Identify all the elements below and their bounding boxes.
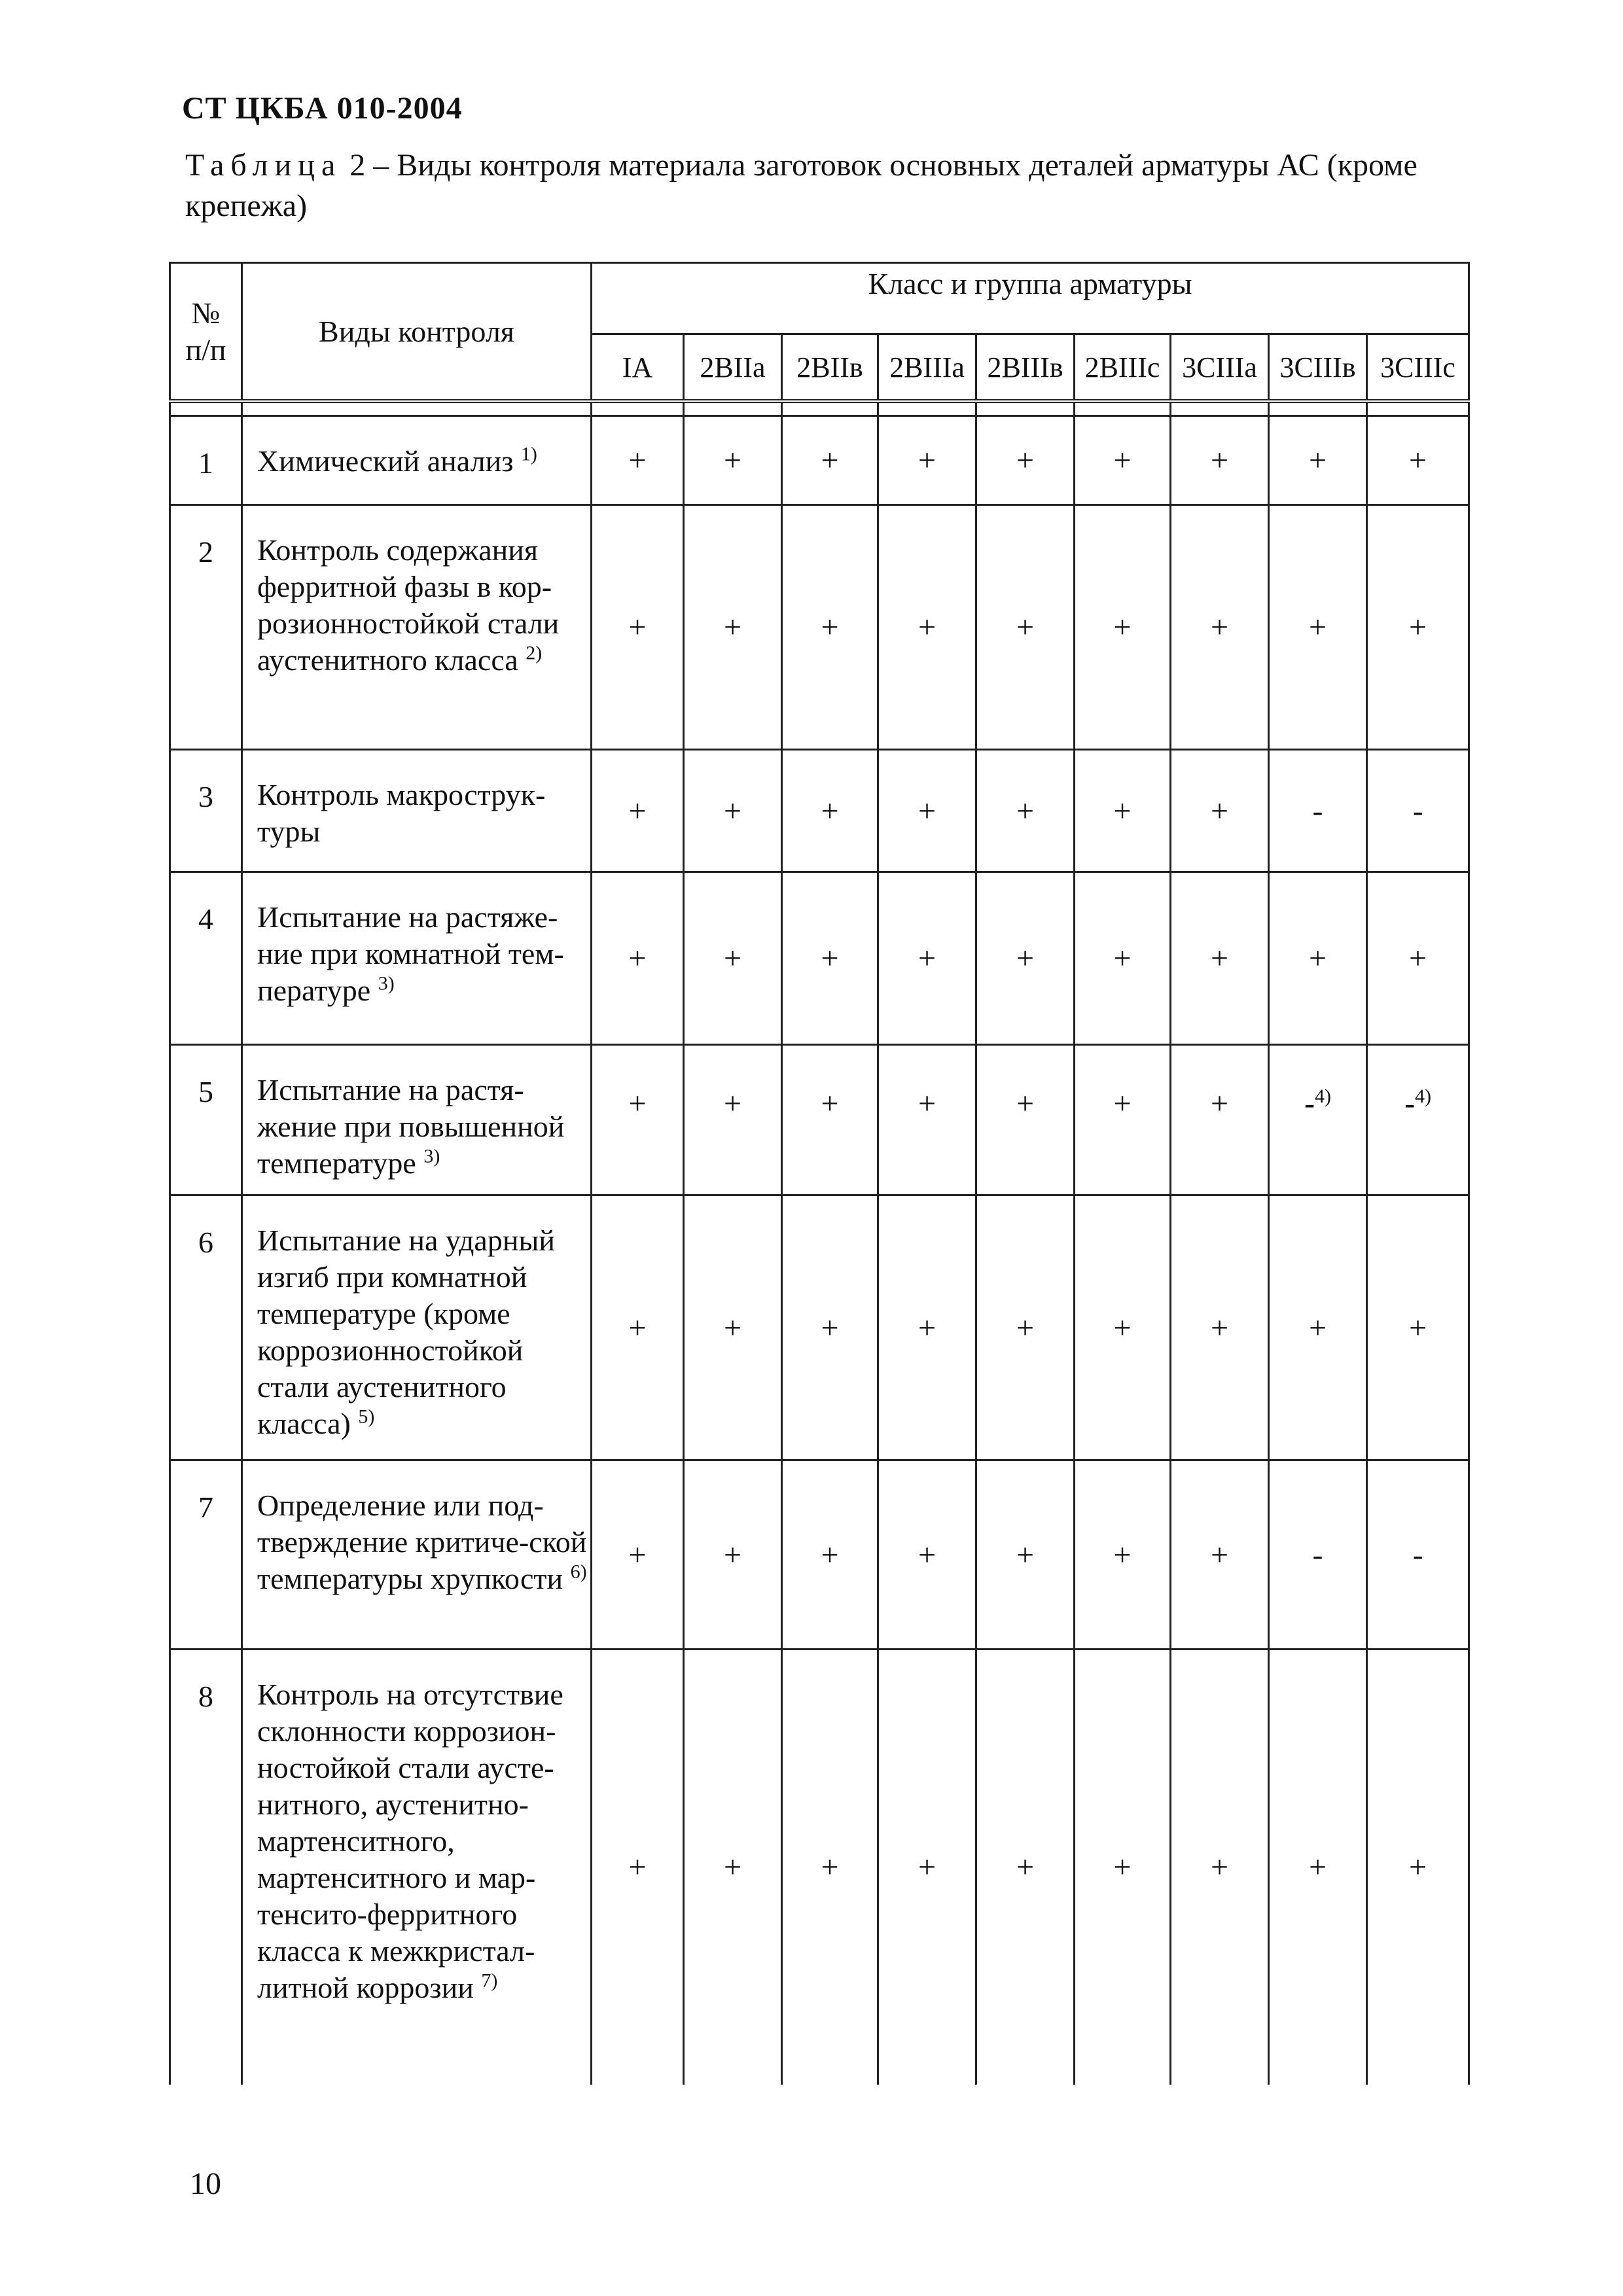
row-number: 4 (170, 872, 242, 1045)
mark-value: + (1113, 1310, 1132, 1345)
mark-cell (592, 416, 684, 505)
mark-footnote-ref: 4) (1314, 1086, 1331, 1107)
mark-cell (684, 1195, 782, 1460)
mark-value: + (1016, 1310, 1035, 1345)
mark-cell (976, 1195, 1075, 1460)
control-kind-cell (242, 505, 592, 750)
mark-value: - (1304, 1086, 1315, 1121)
class-column-header: IA (592, 334, 684, 402)
control-kind-cell (242, 872, 592, 1045)
mark-value: + (821, 793, 839, 828)
mark-cell (1075, 1195, 1171, 1460)
mark-cell (976, 505, 1075, 750)
footnote-ref: 3) (423, 1145, 440, 1167)
mark-value: + (918, 443, 936, 478)
mark-cell (782, 1195, 878, 1460)
class-column-header: 3СIIIc (1367, 334, 1469, 402)
control-kind-text: Испытание на ударный изгиб при комнатной температуре (кроме коррозионностойкой стали аустенитного класса) (257, 1224, 555, 1440)
mark-value: + (1113, 1850, 1132, 1885)
control-kind-text: Контроль содержания ферритной фазы в кор-розионностойкой стали аустенитного класса (257, 533, 560, 677)
mark-value: + (628, 610, 647, 645)
mark-cell (1367, 872, 1469, 1045)
mark-value: + (1409, 1310, 1427, 1345)
mark-value: + (821, 941, 839, 976)
page-number: 10 (190, 2166, 221, 2201)
mark-cell (1171, 1045, 1269, 1195)
control-kind-cell (242, 1460, 592, 1650)
mark-value: + (1409, 443, 1427, 478)
mark-value: + (1016, 941, 1035, 976)
footnote-ref: 2) (526, 642, 543, 664)
mark-value: + (723, 1537, 742, 1572)
header-class-group: Класс и группа арматуры (592, 263, 1469, 334)
mark-cell (878, 1045, 976, 1195)
footnote-ref: 3) (378, 972, 395, 995)
mark-value: + (1210, 443, 1229, 478)
mark-value: + (1113, 1537, 1132, 1572)
mark-cell (976, 1460, 1075, 1650)
footnote-ref: 5) (358, 1405, 375, 1428)
mark-cell (1269, 1195, 1367, 1460)
mark-cell (976, 872, 1075, 1045)
mark-cell (1075, 505, 1171, 750)
control-kind-cell (242, 1195, 592, 1460)
mark-value: + (821, 610, 839, 645)
control-kind-text: Определение или под-тверждение критиче-ской температуры хрупкости (257, 1489, 587, 1595)
header-num-sign: № (191, 296, 221, 330)
table-row (170, 505, 1469, 750)
mark-cell (684, 505, 782, 750)
row-number: 7 (170, 1460, 242, 1650)
mark-cell (684, 750, 782, 872)
table-caption (185, 145, 1468, 226)
mark-cell (1075, 1460, 1171, 1650)
mark-value: + (723, 443, 742, 478)
mark-cell (1075, 1650, 1171, 2085)
mark-value: + (1113, 1086, 1132, 1121)
control-kind-cell (242, 416, 592, 505)
mark-cell (1367, 505, 1469, 750)
table-row (170, 1045, 1469, 1195)
mark-cell (976, 416, 1075, 505)
mark-footnote-ref: 4) (1415, 1086, 1432, 1107)
mark-value: + (1210, 1850, 1229, 1885)
class-column-header: 2ВIIIв (976, 334, 1075, 402)
mark-value: + (1016, 443, 1035, 478)
mark-value: + (1308, 1310, 1327, 1345)
mark-cell (1171, 750, 1269, 872)
table-row (170, 416, 1469, 505)
mark-cell (878, 872, 976, 1045)
mark-cell (782, 872, 878, 1045)
mark-cell (782, 750, 878, 872)
mark-value: + (1308, 941, 1327, 976)
mark-cell (878, 505, 976, 750)
mark-value: + (918, 1310, 936, 1345)
mark-cell (592, 1195, 684, 1460)
mark-value: + (723, 1086, 742, 1121)
mark-cell (1269, 750, 1367, 872)
mark-cell (878, 1460, 976, 1650)
mark-value: - (1312, 793, 1323, 828)
mark-value: + (1016, 793, 1035, 828)
mark-cell (1269, 505, 1367, 750)
caption-label: Таблица (185, 148, 342, 183)
control-types-table (169, 262, 1468, 2064)
caption-number: 2 (349, 148, 366, 183)
mark-value: + (628, 1086, 647, 1121)
mark-value: + (1210, 793, 1229, 828)
mark-cell (1171, 1460, 1269, 1650)
mark-value: + (1016, 610, 1035, 645)
mark-cell (1367, 416, 1469, 505)
mark-cell (1075, 872, 1171, 1045)
row-number: 1 (170, 416, 242, 505)
mark-value: + (1113, 610, 1132, 645)
class-column-header: 3СIIIв (1269, 334, 1367, 402)
mark-cell (1171, 872, 1269, 1045)
mark-value: + (1308, 443, 1327, 478)
mark-cell (1367, 750, 1469, 872)
mark-value: + (821, 1310, 839, 1345)
mark-cell (1367, 1045, 1469, 1195)
mark-cell (878, 750, 976, 872)
mark-cell (878, 1650, 976, 2085)
mark-value: + (1210, 1310, 1229, 1345)
mark-value: + (821, 1850, 839, 1885)
mark-cell (782, 416, 878, 505)
mark-cell (782, 1460, 878, 1650)
mark-value: + (723, 793, 742, 828)
mark-cell (1075, 416, 1171, 505)
mark-cell (782, 1650, 878, 2085)
mark-cell (592, 1650, 684, 2085)
mark-value: + (1308, 1850, 1327, 1885)
mark-value: + (1113, 941, 1132, 976)
mark-cell (1269, 1460, 1367, 1650)
mark-value: + (918, 793, 936, 828)
mark-value: + (1210, 1086, 1229, 1121)
mark-cell (1171, 505, 1269, 750)
mark-value: + (821, 1537, 839, 1572)
mark-value: + (628, 1310, 647, 1345)
mark-cell (592, 872, 684, 1045)
mark-value: + (821, 443, 839, 478)
class-column-header: 2ВIIIc (1075, 334, 1171, 402)
class-column-header: 3СIIIa (1171, 334, 1269, 402)
mark-value: + (723, 941, 742, 976)
mark-cell (782, 505, 878, 750)
mark-value: + (1016, 1086, 1035, 1121)
class-column-header: 2ВIIIa (878, 334, 976, 402)
row-number: 5 (170, 1045, 242, 1195)
mark-value: + (1016, 1850, 1035, 1885)
mark-cell (1269, 1045, 1367, 1195)
mark-value: - (1404, 1086, 1416, 1121)
mark-value: + (1016, 1537, 1035, 1572)
footnote-ref: 1) (520, 443, 537, 465)
mark-value: + (628, 793, 647, 828)
footnote-ref: 7) (481, 1969, 498, 1992)
mark-cell (1075, 1045, 1171, 1195)
mark-value: + (1210, 1537, 1229, 1572)
mark-value: + (628, 1850, 647, 1885)
mark-value: + (1409, 941, 1427, 976)
mark-cell (592, 1460, 684, 1650)
control-kind-text: Контроль макрострук-туры (257, 778, 546, 848)
mark-value: + (723, 1310, 742, 1345)
mark-value: + (918, 1086, 936, 1121)
mark-value: + (723, 1850, 742, 1885)
mark-cell (782, 1045, 878, 1195)
footnote-ref: 6) (570, 1561, 587, 1583)
mark-cell (1269, 1650, 1367, 2085)
mark-value: + (821, 1086, 839, 1121)
control-kind-text: Химический анализ (257, 444, 514, 478)
mark-cell (1075, 750, 1171, 872)
class-column-header: 2ВIIв (782, 334, 878, 402)
header-control-kinds: Виды контроля (242, 263, 592, 402)
class-column-header: 2ВIIa (684, 334, 782, 402)
mark-cell (976, 1045, 1075, 1195)
mark-value: + (1113, 793, 1132, 828)
mark-cell (684, 872, 782, 1045)
control-kind-cell (242, 1650, 592, 2085)
mark-value: + (918, 1537, 936, 1572)
mark-cell (878, 1195, 976, 1460)
mark-cell (1367, 1460, 1469, 1650)
control-kind-text: Контроль на отсутствие склонности коррозион-ностойкой стали аусте-нитного, аустенитно-мартенситного, мартенситного и мар-тенсито-ферритного класса к межкристал-литной коррозии (257, 1678, 563, 2004)
header-num-label: п/п (185, 332, 226, 366)
mark-value: + (918, 610, 936, 645)
mark-cell (684, 416, 782, 505)
header-row-number (170, 263, 242, 402)
mark-value: + (628, 443, 647, 478)
mark-value: + (1409, 1850, 1427, 1885)
mark-value: + (918, 1850, 936, 1885)
mark-value: - (1412, 1537, 1423, 1572)
caption-text: – Виды контроля материала заготовок основных деталей арматуры АС (кроме крепежа) (185, 148, 1418, 223)
mark-value: + (1210, 941, 1229, 976)
mark-value: + (1308, 610, 1327, 645)
mark-cell (878, 416, 976, 505)
document-code: СТ ЦКБА 010-2004 (182, 91, 463, 126)
table-row (170, 1195, 1469, 1460)
mark-cell (1269, 416, 1367, 505)
table-row (170, 750, 1469, 872)
mark-cell (1367, 1650, 1469, 2085)
mark-value: + (723, 610, 742, 645)
control-kind-text: Испытание на растя-жение при повышенной температуре (257, 1073, 565, 1180)
mark-value: + (628, 1537, 647, 1572)
row-number: 2 (170, 505, 242, 750)
mark-value: - (1312, 1537, 1323, 1572)
mark-cell (684, 1460, 782, 1650)
table-row (170, 1460, 1469, 1650)
mark-cell (684, 1045, 782, 1195)
mark-value: - (1412, 793, 1423, 828)
mark-value: + (1113, 443, 1132, 478)
table-row (170, 1650, 1469, 2085)
mark-cell (684, 1650, 782, 2085)
mark-cell (1171, 1650, 1269, 2085)
table-row (170, 872, 1469, 1045)
mark-value: + (628, 941, 647, 976)
mark-value: + (1210, 610, 1229, 645)
mark-cell (592, 505, 684, 750)
table-body (170, 401, 1469, 2085)
mark-cell (976, 1650, 1075, 2085)
mark-cell (1171, 416, 1269, 505)
row-number: 8 (170, 1650, 242, 2085)
mark-cell (1367, 1195, 1469, 1460)
row-number: 3 (170, 750, 242, 872)
mark-cell (592, 750, 684, 872)
mark-value: + (918, 941, 936, 976)
control-kind-cell (242, 1045, 592, 1195)
mark-cell (592, 1045, 684, 1195)
mark-cell (1171, 1195, 1269, 1460)
header-separator (170, 401, 1469, 416)
mark-cell (976, 750, 1075, 872)
mark-cell (1269, 872, 1367, 1045)
mark-value: + (1409, 610, 1427, 645)
row-number: 6 (170, 1195, 242, 1460)
control-kind-cell (242, 750, 592, 872)
control-kind-text: Испытание на растяже-ние при комнатной тем-пературе (257, 900, 564, 1007)
